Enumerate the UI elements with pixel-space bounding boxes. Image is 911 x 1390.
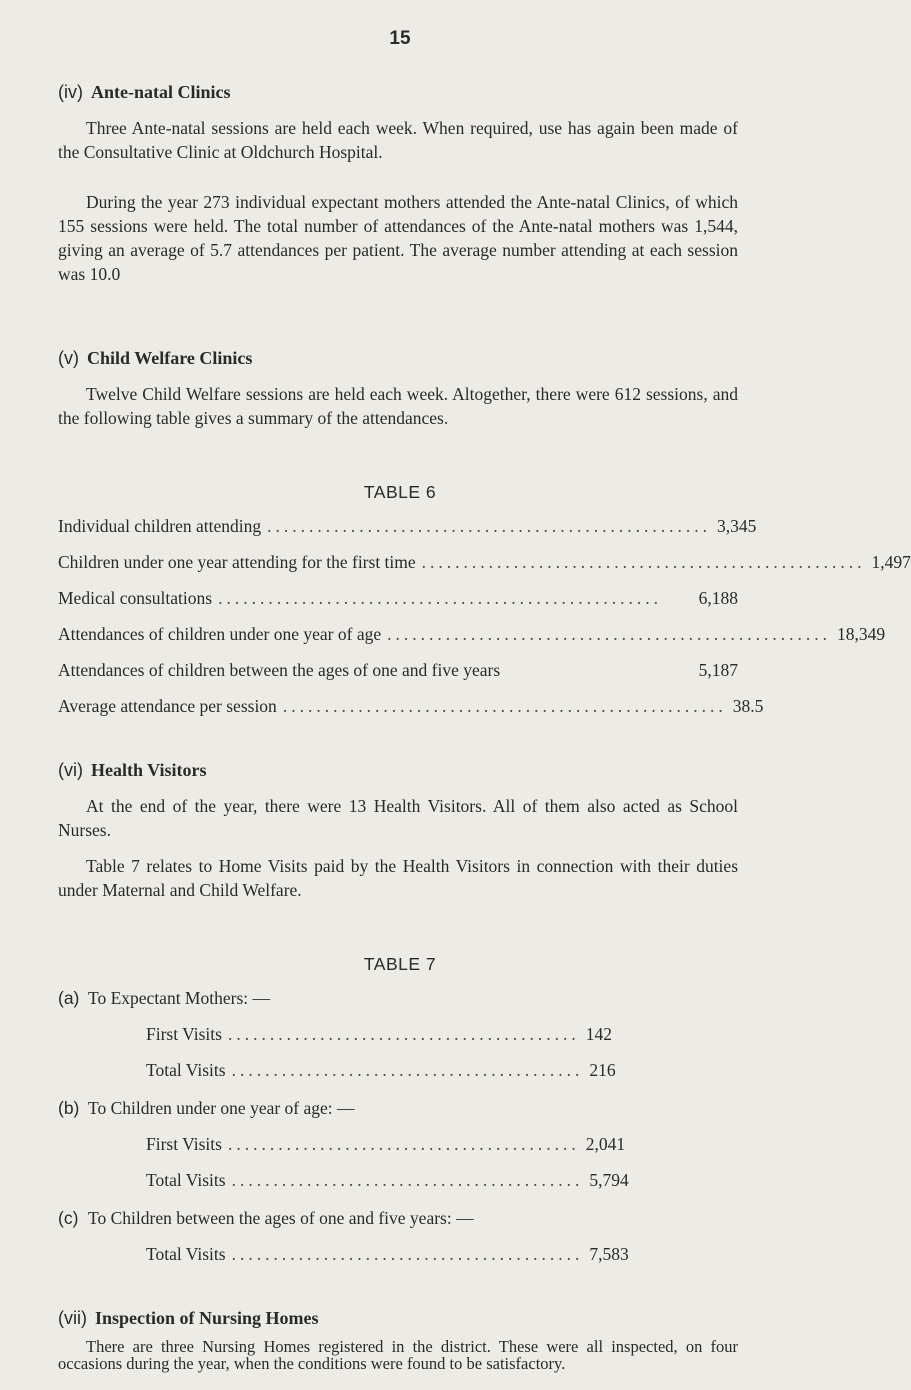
- paragraph: At the end of the year, there were 13 Health Visitors. All of them also acted as School Nurses.: [58, 796, 738, 840]
- table6-row: Attendances of children under one year of age ..................................................... 18,349: [58, 624, 886, 644]
- section-heading-health-visitors: [58, 760, 207, 781]
- paragraph: Twelve Child Welfare sessions are held each week. Altogether, there were 612 sessions, and the following table gives a summary of the attendances.: [58, 384, 738, 428]
- table7-row: First Visits .......................................... 142: [146, 1024, 612, 1044]
- table7-group-heading: (b) To Children under one year of age: —: [58, 1098, 355, 1118]
- paragraph: Table 7 relates to Home Visits paid by the Health Visitors in connection with their duties under Maternal and Child Welfare.: [58, 856, 738, 900]
- table7-row: Total Visits .......................................... 216: [146, 1060, 616, 1080]
- table7-caption: TABLE 7: [363, 954, 437, 974]
- paragraph: Three Ante-natal sessions are held each week. When required, use has again been made of the Consultative Clinic at Oldchurch Hospital.: [58, 118, 738, 162]
- section-heading-child-welfare: [58, 348, 252, 369]
- table6-row: Medical consultations ..................................................... 6,188: [58, 588, 738, 608]
- section-heading-antenatal: [58, 82, 231, 103]
- table6-row: Children under one year attending for the first time ..................................................... 1,497: [58, 552, 911, 572]
- table6-caption: TABLE 6: [363, 482, 437, 502]
- table6-row: Attendances of children between the ages of one and five years 5,187: [58, 660, 738, 680]
- table7-group-heading: (c) To Children between the ages of one and five years: —: [58, 1208, 474, 1228]
- table7-group-heading: (a) To Expectant Mothers: —: [58, 988, 270, 1008]
- section-heading-nursing-homes: [58, 1308, 319, 1329]
- section-number: (iv): [58, 82, 83, 102]
- section-title: Ante-natal Clinics: [91, 82, 231, 102]
- page-number: 15: [389, 28, 411, 49]
- section-number: (v): [58, 348, 79, 368]
- table6-row: Average attendance per session ..................................................... 38.5: [58, 696, 764, 716]
- section-title: Health Visitors: [91, 760, 207, 780]
- section-number: (vii): [58, 1308, 87, 1328]
- section-number: (vi): [58, 760, 83, 780]
- section-title: Inspection of Nursing Homes: [95, 1308, 319, 1328]
- table6-row: Individual children attending ..................................................... 3,345: [58, 516, 757, 536]
- table7-row: First Visits .......................................... 2,041: [146, 1134, 626, 1154]
- paragraph: During the year 273 individual expectant mothers attended the Ante-natal Clinics, of which 155 sessions were held. The total number of attendances of the Ante-natal mothers was 1,544, giving an average of 5.7 attendances per patient. The average number attending at each session was 10.0: [58, 192, 738, 284]
- section-title: Child Welfare Clinics: [87, 348, 253, 368]
- paragraph: There are three Nursing Homes registered in the district. These were all inspected, on four occasions during the year, when the conditions were found to be satisfactory.: [58, 1337, 738, 1373]
- table7-row: Total Visits .......................................... 7,583: [146, 1244, 629, 1264]
- table7-row: Total Visits .......................................... 5,794: [146, 1170, 629, 1190]
